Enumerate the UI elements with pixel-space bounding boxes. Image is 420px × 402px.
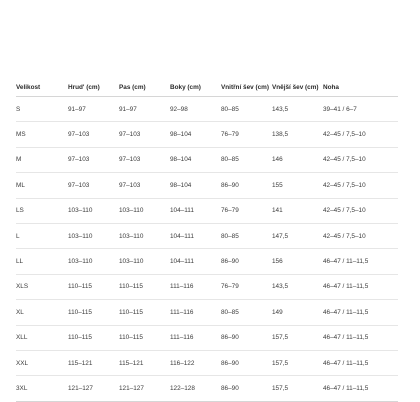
cell-chest: 97–103	[68, 147, 119, 172]
cell-size: S	[16, 97, 68, 122]
col-waist-header: Pas (cm)	[119, 80, 170, 97]
cell-size: M	[16, 147, 68, 172]
table-row	[16, 325, 398, 350]
cell-hips: 104–111	[170, 198, 221, 223]
cell-size: 3XL	[16, 376, 68, 401]
cell-hips: 104–111	[170, 223, 221, 248]
cell-inseam: 80–85	[221, 300, 272, 325]
cell-inseam: 86–90	[221, 325, 272, 350]
cell-size: XLL	[16, 325, 68, 350]
cell-inseam: 86–90	[221, 350, 272, 375]
table-row	[16, 97, 398, 122]
cell-outseam: 146	[272, 147, 323, 172]
cell-inseam: 76–79	[221, 122, 272, 147]
cell-inseam: 86–90	[221, 249, 272, 274]
cell-waist: 110–115	[119, 300, 170, 325]
cell-size: MS	[16, 122, 68, 147]
cell-chest: 103–110	[68, 249, 119, 274]
cell-chest: 97–103	[68, 173, 119, 198]
cell-size: XLS	[16, 274, 68, 299]
cell-size: L	[16, 223, 68, 248]
cell-chest: 103–110	[68, 198, 119, 223]
table-row	[16, 173, 398, 198]
cell-hips: 98–104	[170, 173, 221, 198]
cell-inseam: 76–79	[221, 274, 272, 299]
cell-waist: 97–103	[119, 147, 170, 172]
cell-outseam: 155	[272, 173, 323, 198]
cell-chest: 110–115	[68, 300, 119, 325]
cell-chest: 91–97	[68, 97, 119, 122]
cell-hips: 104–111	[170, 249, 221, 274]
col-foot-header: Noha	[323, 80, 398, 97]
cell-waist: 110–115	[119, 274, 170, 299]
cell-foot: 46–47 / 11–11,5	[323, 274, 398, 299]
cell-chest: 103–110	[68, 223, 119, 248]
table-row	[16, 198, 398, 223]
cell-foot: 42–45 / 7,5–10	[323, 122, 398, 147]
cell-outseam: 141	[272, 198, 323, 223]
cell-outseam: 147,5	[272, 223, 323, 248]
cell-inseam: 80–85	[221, 97, 272, 122]
table-row	[16, 147, 398, 172]
cell-outseam: 157,5	[272, 350, 323, 375]
cell-outseam: 157,5	[272, 376, 323, 401]
cell-chest: 110–115	[68, 274, 119, 299]
cell-foot: 42–45 / 7,5–10	[323, 173, 398, 198]
cell-hips: 98–104	[170, 147, 221, 172]
table-header	[16, 80, 398, 97]
cell-size: LS	[16, 198, 68, 223]
cell-waist: 115–121	[119, 350, 170, 375]
cell-inseam: 80–85	[221, 147, 272, 172]
cell-waist: 97–103	[119, 122, 170, 147]
cell-hips: 98–104	[170, 122, 221, 147]
cell-foot: 46–47 / 11–11,5	[323, 325, 398, 350]
cell-waist: 97–103	[119, 173, 170, 198]
cell-inseam: 80–85	[221, 223, 272, 248]
cell-waist: 103–110	[119, 198, 170, 223]
cell-inseam: 76–79	[221, 198, 272, 223]
table-row	[16, 223, 398, 248]
cell-size: XXL	[16, 350, 68, 375]
cell-size: XL	[16, 300, 68, 325]
cell-foot: 46–47 / 11–11,5	[323, 300, 398, 325]
header-row	[16, 80, 398, 97]
cell-waist: 121–127	[119, 376, 170, 401]
cell-waist: 91–97	[119, 97, 170, 122]
size-chart-table	[16, 80, 398, 402]
table-row	[16, 274, 398, 299]
cell-size: ML	[16, 173, 68, 198]
table-row	[16, 122, 398, 147]
cell-chest: 97–103	[68, 122, 119, 147]
cell-outseam: 156	[272, 249, 323, 274]
cell-outseam: 143,5	[272, 97, 323, 122]
cell-hips: 92–98	[170, 97, 221, 122]
cell-hips: 111–116	[170, 325, 221, 350]
table-row	[16, 300, 398, 325]
cell-foot: 39–41 / 6–7	[323, 97, 398, 122]
cell-foot: 46–47 / 11–11,5	[323, 376, 398, 401]
col-outseam-header: Vnější šev (cm)	[272, 80, 323, 97]
table-body	[16, 97, 398, 402]
cell-outseam: 143,5	[272, 274, 323, 299]
col-size-header: Velikost	[16, 80, 68, 97]
cell-hips: 116–122	[170, 350, 221, 375]
cell-chest: 110–115	[68, 325, 119, 350]
cell-outseam: 157,5	[272, 325, 323, 350]
cell-foot: 46–47 / 11–11,5	[323, 249, 398, 274]
cell-hips: 111–116	[170, 274, 221, 299]
cell-outseam: 149	[272, 300, 323, 325]
cell-size: LL	[16, 249, 68, 274]
cell-waist: 103–110	[119, 223, 170, 248]
col-hips-header: Boky (cm)	[170, 80, 221, 97]
cell-chest: 121–127	[68, 376, 119, 401]
cell-inseam: 86–90	[221, 376, 272, 401]
cell-outseam: 138,5	[272, 122, 323, 147]
cell-hips: 111–116	[170, 300, 221, 325]
cell-foot: 46–47 / 11–11,5	[323, 350, 398, 375]
cell-chest: 115–121	[68, 350, 119, 375]
cell-foot: 42–45 / 7,5–10	[323, 147, 398, 172]
cell-hips: 122–128	[170, 376, 221, 401]
cell-waist: 103–110	[119, 249, 170, 274]
cell-waist: 110–115	[119, 325, 170, 350]
table-row	[16, 249, 398, 274]
table-row	[16, 376, 398, 401]
col-inseam-header: Vnitřní šev (cm)	[221, 80, 272, 97]
cell-foot: 42–45 / 7,5–10	[323, 223, 398, 248]
col-chest-header: Hrud' (cm)	[68, 80, 119, 97]
cell-foot: 42–45 / 7,5–10	[323, 198, 398, 223]
cell-inseam: 86–90	[221, 173, 272, 198]
table-row	[16, 350, 398, 375]
